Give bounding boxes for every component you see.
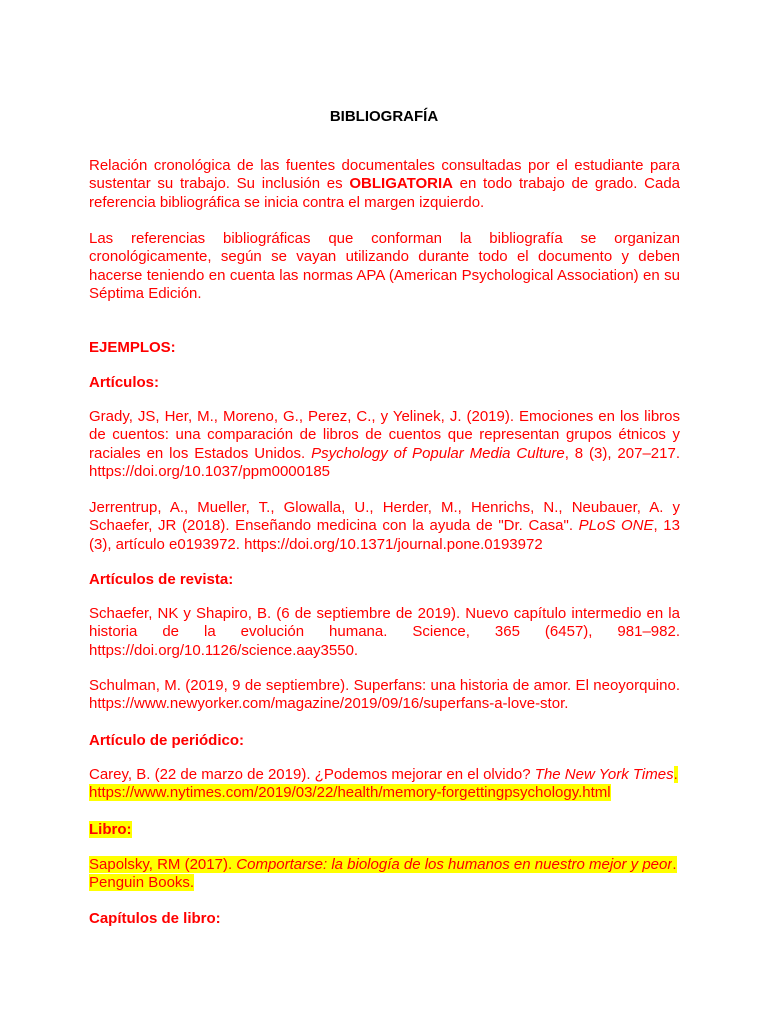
reference-grady-text-b: , 8 (3), 207–217. https://doi.org/10.1037/ppm0000185 (89, 444, 680, 481)
reference-sapolsky (89, 856, 680, 893)
reference-sapolsky-title: Comportarse: la biología de los humanos en nuestro mejor y peor (236, 856, 673, 873)
page-title: BIBLIOGRAFÍA (329, 108, 439, 125)
reference-jerrentrup-text-a: Jerrentrup, A., Mueller, T., Glowalla, U., Herder, M., Henrichs, N., Neubauer, A. y Schaefer, JR (2018). Enseñando medicina con la ayuda de "Dr. Casa". (89, 499, 680, 535)
intro-paragraph-1 (89, 157, 680, 212)
reference-grady-text-a: Grady, JS, Her, M., Moreno, G., Perez, C., y Yelinek, J. (2019). Emociones en los libros de cuentos: una comparación de libros de cuentos que representan grupos étnicos y raciales en los Estados Unidos. (89, 408, 680, 462)
intro-p1-text-b: en todo trabajo de grado. Cada referencia bibliográfica se inicia contra el margen izquierdo. (89, 175, 681, 211)
reference-jerrentrup-journal: PLoS ONE (578, 517, 654, 535)
reference-sapolsky-text-b: . Penguin Books. (89, 856, 677, 892)
reference-jerrentrup (89, 499, 680, 554)
reference-carey-newspaper: The New York Times (534, 766, 674, 783)
intro-p1-text-a: Relación cronológica de las fuentes documentales consultadas por el estudiante para sustentar su trabajo. Su inclusión es (89, 157, 680, 193)
reference-schulman: Schulman, M. (2019, 9 de septiembre). Superfans: una historia de amor. El neoyorquino. https://www.newyorker.com/magazine/2019/09/16/superfans-a-love-stor. (89, 677, 680, 713)
articulos-heading: Artículos: (89, 374, 160, 391)
reference-grady-journal: Psychology of Popular Media Culture (311, 444, 565, 462)
intro-paragraph-2: Las referencias bibliográficas que conforman la bibliografía se organizan cronológicamente, según se vayan utilizando durante todo el documento y deben hacerse teniendo en cuenta las normas APA (American Psychological Association) en su Séptima Edición. (89, 230, 680, 303)
reference-sapolsky-text-a: Sapolsky, RM (2017). (89, 856, 237, 873)
reference-jerrentrup-text-b: , 13 (3), artículo e0193972. https://doi.org/10.1371/journal.pone.0193972 (89, 517, 680, 553)
periodico-heading: Artículo de periódico: (89, 732, 245, 749)
reference-grady (89, 408, 680, 482)
capitulos-heading: Capítulos de libro: (89, 910, 221, 927)
reference-carey (89, 766, 680, 803)
reference-carey-text-a: Carey, B. (22 de marzo de 2019). ¿Podemos mejorar en el olvido? (89, 766, 535, 783)
examples-heading: EJEMPLOS: (89, 339, 176, 356)
reference-carey-link[interactable]: . https://www.nytimes.com/2019/03/22/health/memory-forgettingpsychology.html (89, 766, 678, 802)
libro-heading-text: Libro: (89, 821, 132, 838)
obligatoria-emphasis: OBLIGATORIA (349, 175, 453, 193)
revista-heading: Artículos de revista: (89, 571, 234, 588)
reference-schaefer: Schaefer, NK y Shapiro, B. (6 de septiembre de 2019). Nuevo capítulo intermedio en la historia de la evolución humana. Science, 365 (6457), 981–982. https://doi.org/10.1126/science.aay3550. (89, 605, 680, 659)
libro-heading (89, 821, 680, 839)
